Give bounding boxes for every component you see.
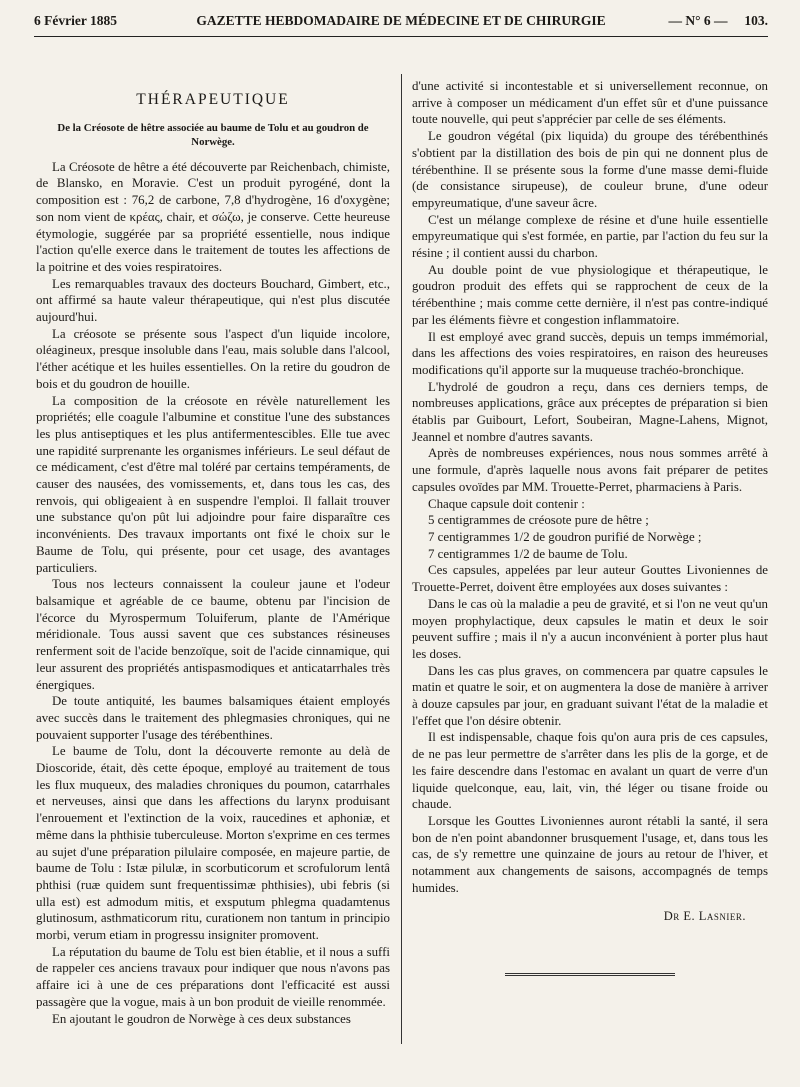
section-title: THÉRAPEUTIQUE <box>136 91 290 108</box>
paragraph: Chaque capsule doit contenir : <box>428 496 585 511</box>
paragraph: De toute antiquité, les baumes balsamiques étaient employés avec succès dans le traitement des phlegmasies chroniques, qui ne pouvaient supporter l'usage des térébenthines. <box>36 694 390 742</box>
paragraph: Dans les cas plus graves, on commencera par quatre capsules le matin et quatre le soir, et on augmentera la dose de manière à arriver à douze capsules par jour, en graduant suivant l'état de la maladie et l'effet que l'on désire obtenir. <box>412 663 768 728</box>
paragraph: La Créosote de hêtre a été découverte par Reichenbach, chimiste, de Blansko, en Moravie. C'est un produit pyrogéné, dont la composition est : 76,2 de carbone, 7,8 d'hydrogène, 16 d'oxygène; son nom vient de κρέας, chair, et σώζω, je conserve. Cette heureuse étymologie, suggérée par sa propriété essentielle, nous indique l'action qu'elle exerce dans le traitement de toutes les affections de la poitrine et des voies respiratoires. <box>36 159 390 274</box>
paragraph: Les remarquables travaux des docteurs Bouchard, Gimbert, etc., ont affirmé sa haute valeur thérapeutique, qui n'est plus discutée aujourd'hui. <box>36 276 390 325</box>
capsule-list-item: 7 centigrammes 1/2 de goudron purifié de Norwège ; <box>428 529 702 544</box>
paragraph: Le goudron végétal (pix liquida) du groupe des térébenthinés s'obtient par la distillation des bois de pin qui ne donnent plus de térébenthine. Il se présente sous la forme d'une masse demi-fluide (de consistance sirupeuse), de couleur brune, d'une odeur empyreumatique, d'une saveur âcre. <box>412 129 768 210</box>
paragraph: C'est un mélange complexe de résine et d'une huile essentielle empyreumatique qui s'est formée, en partie, par l'action du feu sur la résine ; il contient aussi du charbon. <box>412 212 768 261</box>
paragraph: Le baume de Tolu, dont la découverte remonte au delà de Dioscoride, était, dès cette époque, employé au traitement de tous les flux muqueux, des maladies chroniques du poumon, catarrhales et nerveuses, ainsi que dans les affections du larynx produisant l'enrouement et l'extinction de la voix, raucedines et aphoniæ, et même dans la phthisie tuberculeuse. Morton s'exprime en ces termes au sujet d'une préparation pilulaire composée, en majeure partie, de baume de Tolu : Istæ pilulæ, in scorbuticorum et scrofulorum lentâ phthisi (ruæ quidem sunt frequentissimæ phthisies), ubi febris (si ulla est) est admodum mitis, et exsputum phlegma quadamtenus glutinosum, asthmaticorum ritu, curationem non tantum in principio morbi, verum etiam in progressu insigniter promovent. <box>36 744 390 943</box>
paragraph: Il est indispensable, chaque fois qu'on aura pris de ces capsules, de ne pas leur permettre de s'arrêter dans les plis de la gorge, et de les faire descendre dans l'estomac en avalant un quart de verre d'un liquide quelconque, eau, lait, vin, thé léger ou tisane froide ou chaude. <box>412 730 768 812</box>
paragraph: La composition de la créosote en révèle naturellement les propriétés; elle coagule l'albumine et constitue l'une des substances les plus antiseptiques et les plus antifermentescibles. Elle tue avec une rapidité surprenante les organismes inférieurs. Le seul défaut de ce médicament, c'est d'être mal toléré par certains tempéraments, de causer des nausées, des vomissements, et, dans tous les cas, des renvois, qui obligeaient à en suspendre l'emploi. Il fallait trouver une substance qu'on pût lui adjoindre pour faire disparaître ces inconvénients. Des travaux importants ont fixé le choix sur le Baume de Tolu, qui présente, pour cet usage, des avantages particuliers. <box>36 393 390 575</box>
right-column <box>412 78 768 976</box>
journal-title: GAZETTE HEBDOMADAIRE DE MÉDECINE ET DE CHIRURGIE <box>196 13 606 28</box>
issue-date: 6 Février 1885 <box>34 13 117 28</box>
issue-page <box>668 13 768 29</box>
paragraph: Lorsque les Gouttes Livoniennes auront rétabli la santé, il sera bon de n'en point abandonner brusquement l'usage, et, dans tous les cas, de s'y remettre une quinzaine de jours au retour de l'hiver, et notamment aux changements de saisons, accompagnés de temps humides. <box>412 813 768 895</box>
paragraph: Au double point de vue physiologique et thérapeutique, le goudron produit des effets qui se rapprochent de ceux de la térébenthine ; mais comme cette dernière, il n'est pas contre-indiqué par les éléments fièvre et congestion inflammatoire. <box>412 262 768 327</box>
paragraph: Ces capsules, appelées par leur auteur Gouttes Livoniennes de Trouette-Perret, doivent être employées aux doses suivantes : <box>412 563 768 595</box>
column-divider <box>401 74 402 1044</box>
paragraph: La créosote se présente sous l'aspect d'un liquide incolore, oléagineux, presque insoluble dans l'eau, mais soluble dans l'alcool, l'éther acétique et les huiles essentielles. On la retire du goudron de bois et du goudron de houille. <box>36 326 390 391</box>
paragraph: La réputation du baume de Tolu est bien établie, et il nous a suffi de rappeler ces anciens travaux pour indiquer que nous n'avons pas affaire ici à une de ces préparations dont l'efficacité est aussi passagère que la vogue, mais à un bon produit de vieille renommée. <box>36 944 390 1009</box>
paragraph: Il est employé avec grand succès, depuis un temps immémorial, dans les affections des voies respiratoires, en raison des heureuses modifications qu'il apporte sur la muqueuse trachéo-bronchique. <box>412 329 768 377</box>
end-rule <box>505 973 675 976</box>
paragraph-continuation: d'une activité si incontestable et si universellement reconnue, on arrive à composer un médicament d'un effet sûr et d'une puissance toute nouvelle, qui peut s'apprécier par celle de ses éléments. <box>412 79 768 127</box>
capsule-list-item: 7 centigrammes 1/2 de baume de Tolu. <box>428 546 628 561</box>
paragraph: Après de nombreuses expériences, nous nous sommes arrêté à une formule, d'après laquelle nous avons fait préparer de petites capsules ovoïdes par MM. Trouette-Perret, pharmaciens à Paris. <box>412 446 768 494</box>
article-subtitle: De la Créosote de hêtre associée au baume de Tolu et au goudron de Norwège. <box>57 121 369 148</box>
header-rule <box>34 36 768 37</box>
running-header <box>34 10 768 32</box>
capsule-list-item: 5 centigrammes de créosote pure de hêtre ; <box>428 513 649 528</box>
page-number: 103. <box>744 13 768 28</box>
paragraph: Tous nos lecteurs connaissent la couleur jaune et l'odeur balsamique et agréable de ce baume, obtenu par l'incision de l'écorce du Myrospermum Toluiferum, plante de l'Amérique méridionale. Tous aussi savent que ces substances résineuses renferment soit de l'acide benzoïque, soit de l'acide cinnamique, qui leur assurent des propriétés antispasmodiques et anticatarrhales très énergiques. <box>36 577 390 692</box>
author-signature: Dr E. Lasnier. <box>663 909 746 924</box>
left-column <box>36 78 390 1027</box>
paragraph: En ajoutant le goudron de Norwège à ces deux substances <box>52 1011 351 1026</box>
issue-number: — N° 6 — <box>668 13 728 28</box>
paragraph: L'hydrolé de goudron a reçu, dans ces derniers temps, de nombreuses applications, grâce aux préceptes de préparation si bien établis par Guibourt, Lefort, Soubeiran, Magne-Lahens, Mignot, Jeannel et nombre d'autres savants. <box>412 379 768 444</box>
paragraph: Dans le cas où la maladie a peu de gravité, et si l'on ne veut qu'un moyen prophylactique, deux capsules le matin et deux le soir peuvent suffire ; mais il n'y a aucun inconvénient à porter plus haut les doses. <box>412 596 768 661</box>
